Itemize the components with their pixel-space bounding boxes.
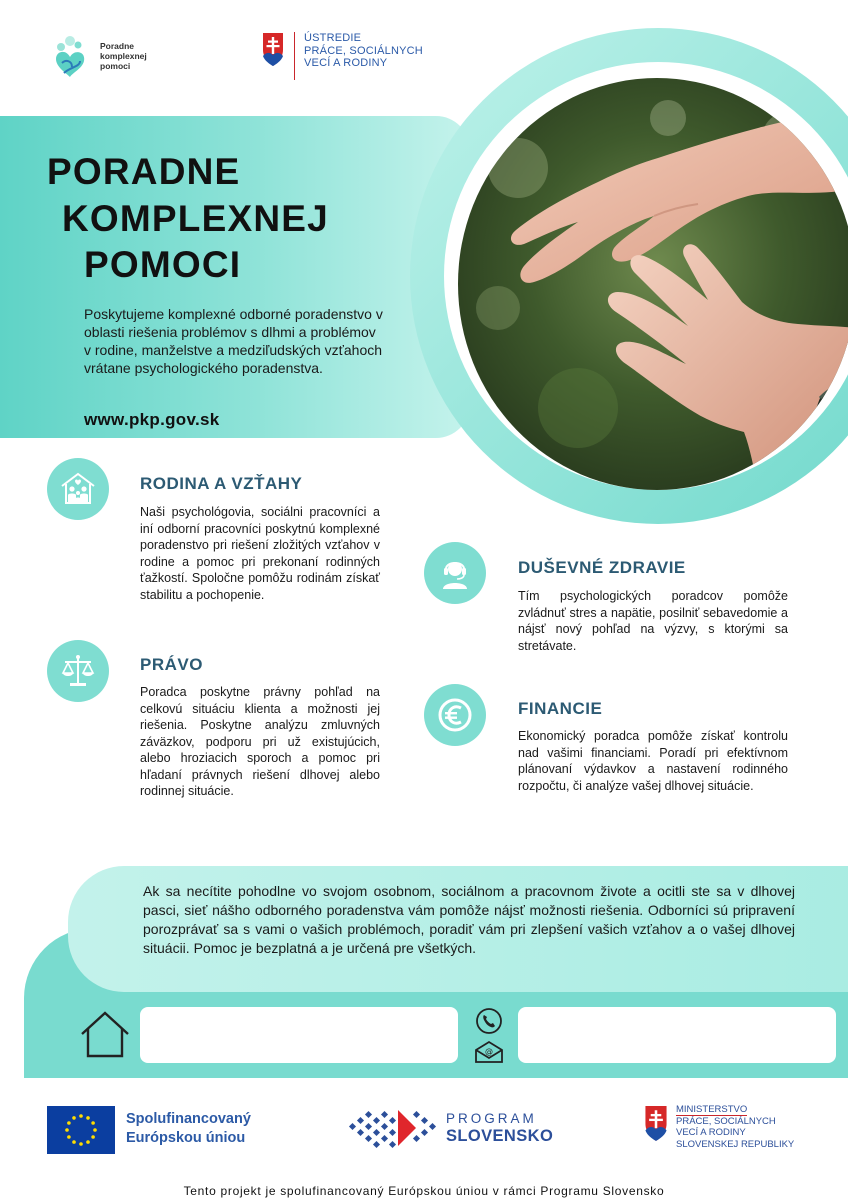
ministry-text-line: MINISTERSTVO — [676, 1104, 748, 1115]
eu-text-line: Európskou úniou — [126, 1130, 246, 1146]
upsvr-logo — [262, 32, 462, 84]
logo-separator — [294, 32, 295, 80]
ministry-text-line: VECÍ A RODINY — [676, 1127, 746, 1139]
info-text: Ak sa necítite pohodlne vo svojom osobnom, sociálnom a pracovnom živote a ocitli ste sa v dlhovej pasci, sieť nášho odborného poradenstva vám pomôže nájsť možnosti riešenia. Odborníci sú pripravení porozprávať sa s vami o vašich problémoch, poradiť vám pri zlepšení vašich vzťahov a o vašej dlhovej situácii. Pomoc je bezplatná a je určená pre všetkých. — [143, 883, 795, 956]
footer-note: Tento projekt je spolufinancovaný Európskou úniou v rámci Programu Slovensko — [183, 1184, 665, 1198]
mental-health-title: DUŠEVNÉ ZDRAVIE — [518, 558, 686, 577]
finance-title: FINANCIE — [518, 699, 603, 718]
law-text: Poradca poskytne právny pohľad na celkovú situáciu klienta a možnosti jej riešenia. Poskytne analýzu zmluvných záväzkov, podporu pri už existujúcich, alebo hroziacich sporoch a pomoc pri hľadaní právnych riešení dlhovej alebo rodinnej situácie. — [140, 685, 380, 798]
hero-title-line-1: PORADNE — [47, 151, 241, 192]
family-house-icon — [47, 458, 109, 520]
program-slovensko-logo-icon — [346, 1106, 438, 1152]
pkp-logo-line: Poradne — [100, 41, 135, 51]
home-icon — [80, 1010, 130, 1058]
website-link[interactable]: www.pkp.gov.sk — [84, 410, 220, 429]
pkp-logo-line: pomoci — [100, 61, 131, 71]
address-box[interactable] — [140, 1007, 458, 1063]
pkp-logo-line: komplexnej — [100, 51, 147, 61]
program-name: SLOVENSKO — [446, 1127, 554, 1145]
family-title: RODINA A VZŤAHY — [140, 474, 303, 493]
phone-icon — [475, 1007, 503, 1035]
contact-box[interactable] — [518, 1007, 836, 1063]
hero-title-line-3: POMOCI — [84, 244, 242, 285]
upsvr-logo-line: PRÁCE, SOCIÁLNYCH — [304, 44, 423, 57]
email-icon — [474, 1040, 504, 1064]
scales-icon — [47, 640, 109, 702]
hero-title-line-2: KOMPLEXNEJ — [62, 198, 329, 239]
program-label: PROGRAM — [446, 1111, 537, 1126]
ministry-text-line: SLOVENSKEJ REPUBLIKY — [676, 1138, 795, 1150]
ministry-text-line: PRÁCE, SOCIÁLNYCH — [676, 1116, 776, 1128]
upsvr-logo-line: VECÍ A RODINY — [304, 57, 388, 69]
eu-cofunded-text — [126, 1110, 296, 1148]
family-text: Naši psychológovia, sociálni pracovníci a iní odborní pracovníci poskytnú komplexné poradenstvo pri riešení zložitých vzťahov v rodine a pomoc pri prekonaní rodinných ťažkostí. Spoločne pomôžu rodinám získať stabilitu a pochopenie. — [140, 505, 380, 602]
upsvr-logo-line: ÚSTREDIE — [304, 32, 362, 44]
mental-health-text: Tím psychologických poradcov pomôže zvládnuť stres a napätie, posilniť sebavedomie a nájsť nový pohľad na výzvy, s ktorými sa stretávate. — [518, 589, 788, 653]
headset-person-icon — [424, 542, 486, 604]
finance-text: Ekonomický poradca pomôže získať kontrolu nad vašimi financiami. Poradí pri efektívnom plánovaní výdavkov a nastavení rodinného rozpočtu, či analýze vašej dlhovej situácie. — [518, 729, 788, 793]
pkp-logo — [50, 33, 160, 81]
hands-photo — [458, 78, 848, 490]
ministry-crest-icon — [644, 1105, 668, 1143]
slovak-crest-icon — [262, 32, 284, 68]
eu-text-line: Spolufinancovaný — [126, 1111, 251, 1127]
euro-icon — [424, 684, 486, 746]
eu-flag-icon — [47, 1106, 115, 1154]
ministry-text — [676, 1104, 816, 1150]
svg-text:@: @ — [485, 1047, 493, 1056]
hero-description: Poskytujeme komplexné odborné poradenstvo v oblasti riešenia problémov s dlhmi a problémov v rodine, manželstve a medziľudských vzťahoch vrátane psychologického poradenstva. — [84, 306, 383, 376]
pkp-logo-icon — [50, 33, 96, 81]
law-title: PRÁVO — [140, 655, 203, 674]
